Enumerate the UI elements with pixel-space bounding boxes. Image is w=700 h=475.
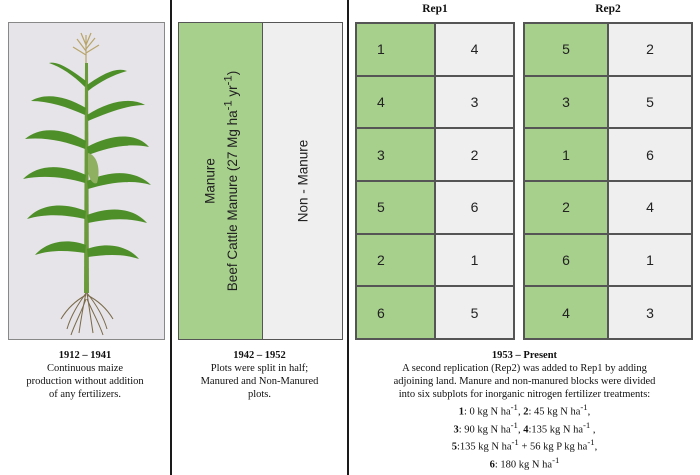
non-manure-label: Non - Manure (295, 139, 310, 223)
rep1-manure-plot: 1 (356, 23, 435, 76)
rep2-non-manure-plot: 4 (608, 181, 692, 234)
years-1942: 1942 – 1952 (233, 350, 286, 361)
treatment-line-4: 6: 180 kg N $ha^{-1}$ (489, 454, 560, 470)
rep1-grid (355, 22, 515, 340)
rep1-manure-plot: 2 (356, 234, 435, 287)
manure-label-block (200, 71, 242, 291)
rep2-manure-plot: 2 (524, 181, 608, 234)
rep1-non-manure-plot: 6 (435, 181, 514, 234)
rep2-non-manure-plot: 1 (608, 234, 692, 287)
rep2-manure-plot: 4 (524, 286, 608, 339)
rep2-non-manure-plot: 5 (608, 76, 692, 129)
split-field-panel (178, 22, 343, 340)
desc-line: A second replication (Rep2) was added to Rep1 by adding (402, 363, 647, 374)
rep1-non-manure-plot: 4 (435, 23, 514, 76)
desc-line: into six subplots for inorganic nitrogen fertilizer treatments: (398, 389, 651, 400)
rep2-grid (523, 22, 693, 340)
manure-detail: Beef Cattle Manure (27 Mg $ha^{-1}$ $yr^{-1}$) (221, 70, 240, 292)
rep1-non-manure-plot: 1 (435, 234, 514, 287)
maize-plant-panel (8, 22, 165, 340)
rep2-non-manure-plot: 6 (608, 128, 692, 181)
rep1-manure-plot: 5 (356, 181, 435, 234)
treatment-line-2: 3: 90 kg N $ha^{-1}$, 4:135 kg N $ha^{-1}$ , (453, 419, 596, 435)
manure-label: Manure (201, 158, 217, 204)
manure-half (179, 23, 263, 339)
rep2-manure-plot: 3 (524, 76, 608, 129)
desc-line: Plots were split in half; (210, 363, 309, 374)
treatment-line-3: 5:135 kg N $ha^{-1} + 56$ kg P kg $ha^{-1}$, (451, 437, 598, 453)
maize-plant-icon (9, 23, 164, 339)
caption-1942 (172, 349, 347, 401)
years-1912: 1912 – 1941 (58, 350, 112, 361)
treatment-line-1: 1: 0 kg N $ha^{-1}$, 2: 45 kg N $ha^{-1}$, (458, 402, 591, 418)
desc-line: production without addition (26, 376, 144, 387)
rep2-manure-plot: 5 (524, 23, 608, 76)
rep2-manure-plot: 1 (524, 128, 608, 181)
years-1953: 1953 – Present (491, 350, 558, 361)
rep1-manure-plot: 4 (356, 76, 435, 129)
desc-line: Manured and Non-Manured (200, 376, 319, 387)
rep1-title: Rep1 (422, 3, 448, 15)
rep1-manure-plot: 3 (356, 128, 435, 181)
rep1-manure-plot: 6 (356, 286, 435, 339)
rep1-non-manure-plot: 3 (435, 76, 514, 129)
rep1-non-manure-plot: 2 (435, 128, 514, 181)
rep2-non-manure-plot: 2 (608, 23, 692, 76)
desc-line: plots. (247, 389, 272, 400)
rep1-non-manure-plot: 5 (435, 286, 514, 339)
rep2-title: Rep2 (595, 3, 621, 15)
divider-1 (170, 0, 172, 475)
caption-1953 (349, 349, 700, 471)
rep2-manure-plot: 6 (524, 234, 608, 287)
non-manure-half (263, 23, 342, 339)
rep2-non-manure-plot: 3 (608, 286, 692, 339)
caption-1912 (0, 349, 170, 401)
desc-line: adjoining land. Manure and non-manured blocks were divided (393, 376, 656, 387)
desc-line: of any fertilizers. (48, 389, 121, 400)
desc-line: Continuous maize (46, 363, 124, 374)
